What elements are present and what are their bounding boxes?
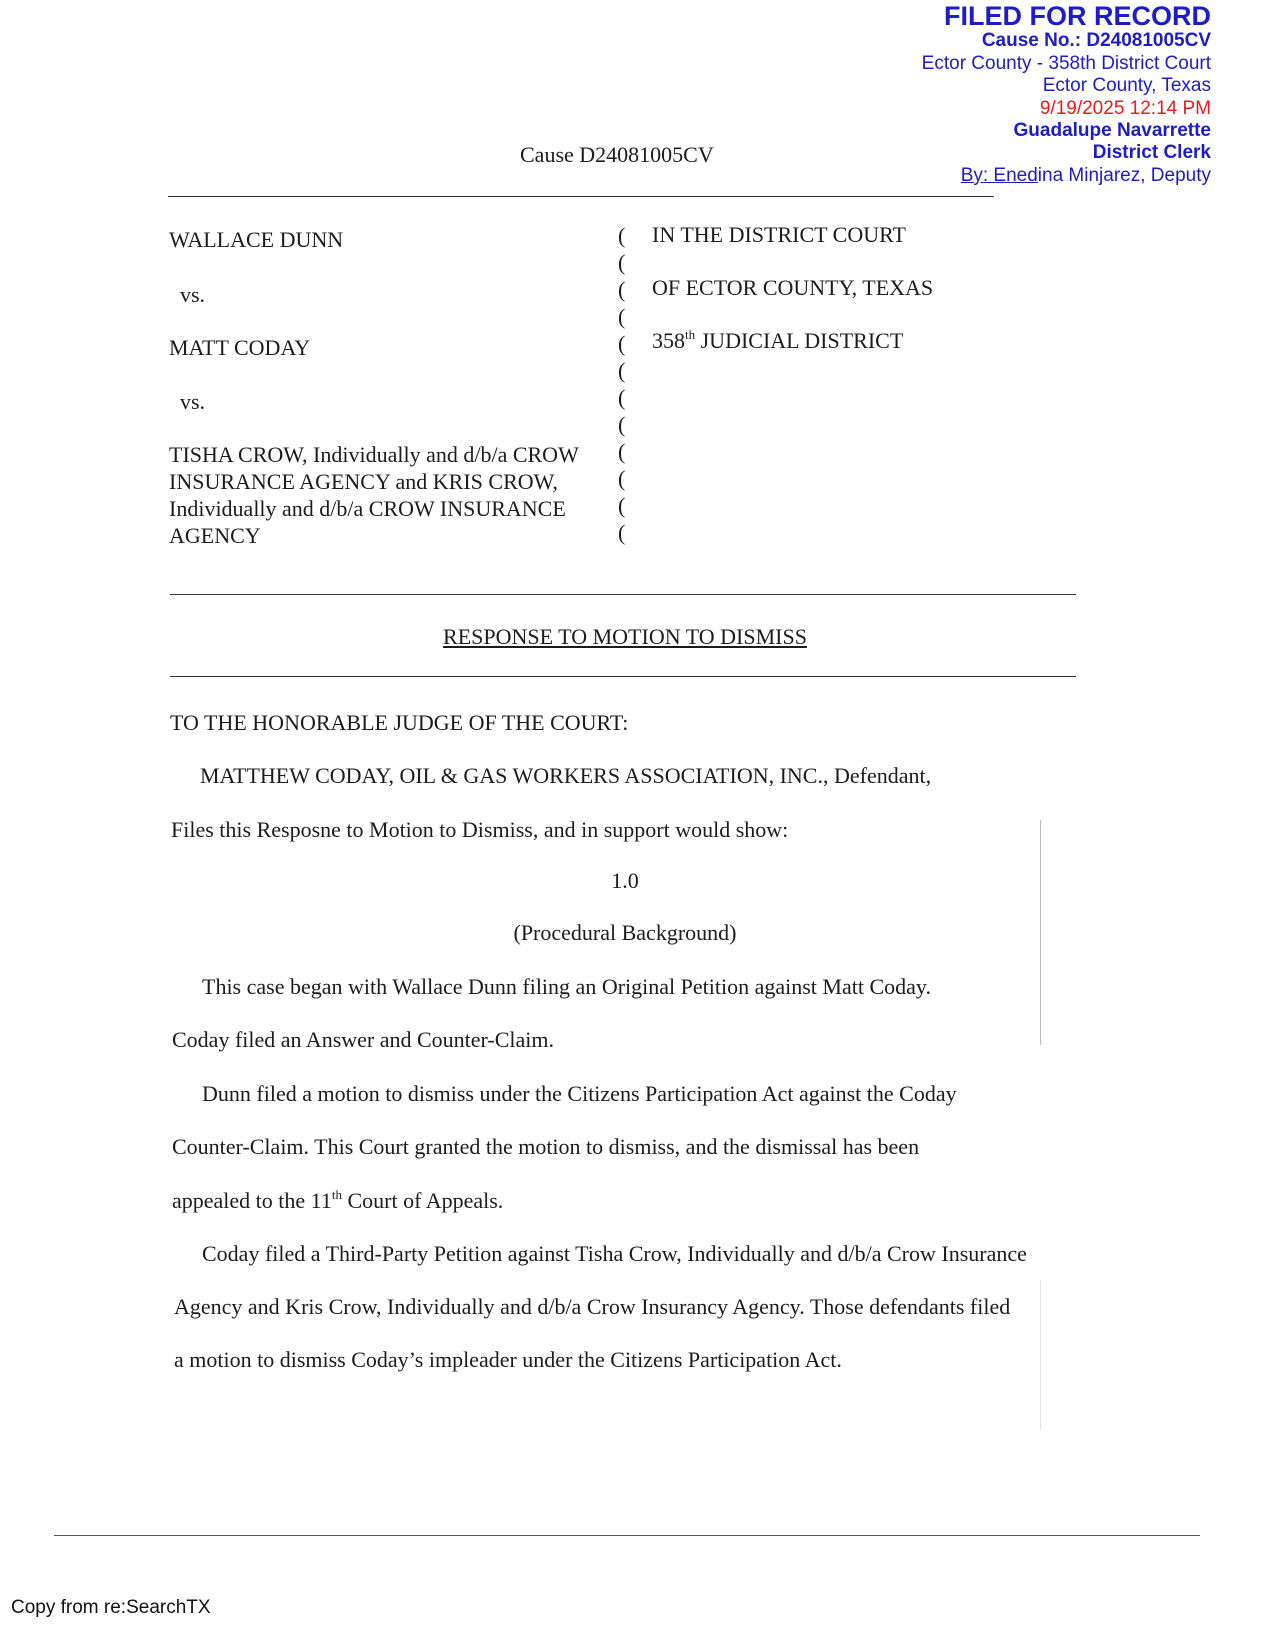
footer-rule [54,1535,1200,1536]
cause-line: Cause D24081005CV [520,142,714,167]
third-party-line: TISHA CROW, Individually and d/b/a CROW [169,442,579,467]
caption-plaintiff: WALLACE DUNN [169,227,344,252]
source-footer: Copy from re:SearchTX [11,1597,211,1618]
intro-line-2: Files this Resposne to Motion to Dismiss, and in support would show: [171,817,789,842]
caption-vs-1: vs. [180,282,206,307]
title-rule [170,676,1076,677]
document-title: RESPONSE TO MOTION TO DISMISS [443,624,807,649]
paragraph-2-line-3 [172,1188,503,1214]
paragraph-1-line-1: This case began with Wallace Dunn filing an Original Petition against Matt Coday. [202,974,931,999]
court-line-2: OF ECTOR COUNTY, TEXAS [652,275,934,300]
header-rule [168,196,994,197]
p2-line3-sup: th [331,1187,342,1202]
district-suffix: th [685,327,696,342]
section-number: 1.0 [611,868,639,893]
stamp-deputy-rest: ina Minjarez, Deputy [1037,164,1211,186]
scan-artifact-line [1040,1280,1041,1430]
caption-defendant: MATT CODAY [169,335,311,360]
district-number: 358 [652,328,685,353]
stamp-clerk-name: Guadalupe Navarrette [1013,119,1211,141]
district-text: JUDICIAL DISTRICT [695,328,904,353]
stamp-clerk-title: District Clerk [1092,142,1211,164]
p2-line3-pre: appealed to the 11 [172,1188,332,1213]
stamp-deputy-prefix: By: Ened [960,164,1038,186]
p2-line3-post: Court of Appeals. [341,1188,504,1213]
caption-vs-2: vs. [180,389,206,414]
third-party-line: AGENCY [169,523,261,548]
paragraph-2-line-1: Dunn filed a motion to dismiss under the Citizens Participation Act against the Coday [202,1081,957,1106]
filed-for-record: FILED FOR RECORD [944,1,1211,31]
stamp-datetime: 9/19/2025 12:14 PM [1039,97,1211,119]
intro-line-1: MATTHEW CODAY, OIL & GAS WORKERS ASSOCIATION, INC., Defendant, [200,763,932,788]
paragraph-3-line-3: a motion to dismiss Coday’s impleader under the Citizens Participation Act. [174,1347,842,1372]
section-title: (Procedural Background) [513,920,737,945]
judicial-district [652,328,903,354]
filing-stamp [922,2,1211,187]
paragraph-1-line-2: Coday filed an Answer and Counter-Claim. [172,1027,555,1052]
scan-artifact-line [1040,820,1041,1045]
paragraph-2-line-2: Counter-Claim. This Court granted the motion to dismiss, and the dismissal has been [172,1134,920,1159]
salutation: TO THE HONORABLE JUDGE OF THE COURT: [170,710,629,735]
third-party-line: INSURANCE AGENCY and KRIS CROW, [169,469,558,494]
caption-rule [170,594,1076,595]
third-party-line: Individually and d/b/a CROW INSURANCE [169,496,566,521]
paragraph-3-line-2: Agency and Kris Crow, Individually and d/b/a Crow Insurancy Agency. Those defendants filed [174,1294,1011,1319]
stamp-court: Ector County - 358th District Court [921,52,1211,74]
stamp-county: Ector County, Texas [1042,75,1211,97]
paragraph-3-line-1: Coday filed a Third-Party Petition against Tisha Crow, Individually and d/b/a Crow Insurance [202,1241,1027,1266]
court-line-1: IN THE DISTRICT COURT [652,222,906,247]
caption-divider: ( ( ( ( ( ( ( ( ( ( ( ( [618,223,626,545]
stamp-cause-number: Cause No.: D24081005CV [981,30,1211,52]
stamp-deputy [922,165,1211,187]
caption-third-party [169,441,579,549]
